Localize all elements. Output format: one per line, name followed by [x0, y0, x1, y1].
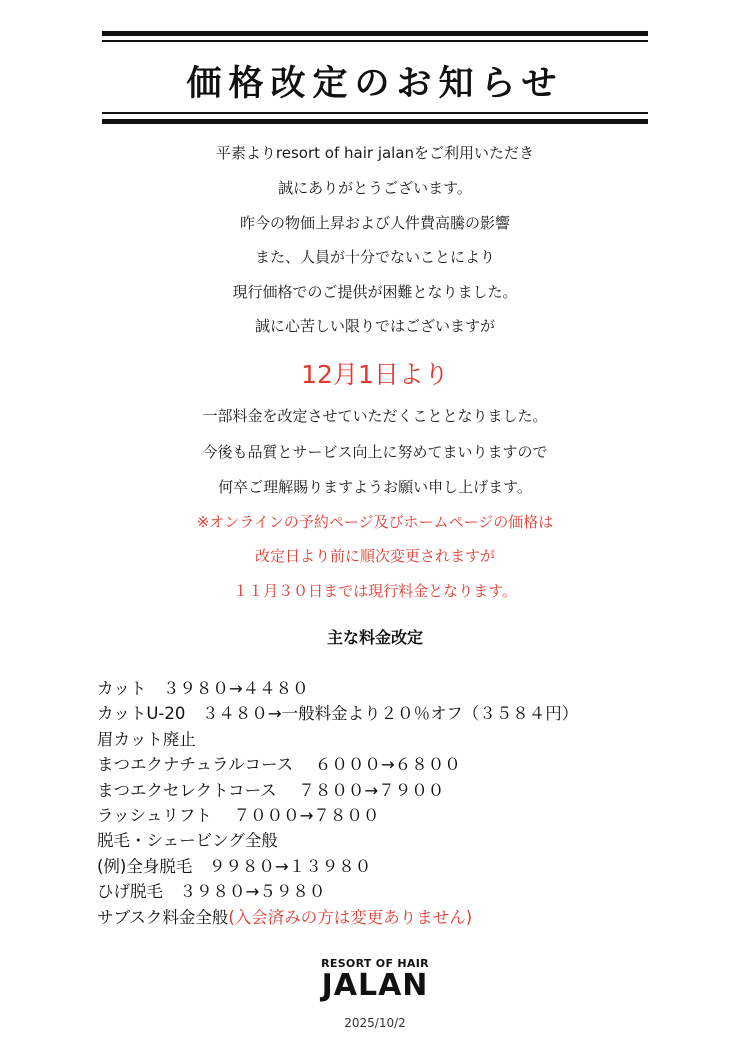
notice-line: 改定日より前に順次変更されますが: [254, 547, 495, 565]
price-item: [97, 803, 578, 828]
price-item-text: まつエクナチュラルコース ６０００→６８００: [97, 755, 461, 775]
price-item-text: カット ３９８０→４４８０: [97, 679, 309, 698]
price-item: [97, 854, 578, 879]
effective-date: 12月1日より: [301, 360, 449, 389]
body-line: 何卒ご理解賜りますようお願い申し上げます。: [218, 478, 532, 496]
price-item: [97, 752, 578, 777]
top-rule-thin: [102, 40, 648, 42]
price-list: [97, 676, 578, 930]
price-item-text: 眉カット廃止: [97, 729, 196, 749]
notice-line: １１月３０日までは現行料金となります。: [233, 582, 517, 600]
intro-line: 誠にありがとうございます。: [278, 179, 472, 197]
price-item-text: ひげ脱毛 ３９８０→５９８０: [97, 882, 326, 902]
bottom-rule-thin: [102, 112, 648, 114]
intro-line: 現行価格でのご提供が困難となりました。: [232, 283, 518, 301]
price-item: [97, 701, 578, 726]
intro-line: 誠に心苦しい限りではございますが: [254, 317, 495, 335]
brand-subtitle: RESORT OF HAIR: [321, 957, 429, 970]
body-line: 今後も品質とサービス向上に努めてまいりますので: [202, 443, 548, 461]
price-item-note: (入会済みの方は変更ありません): [228, 907, 473, 927]
price-item-text: ラッシュリフト ７０００→７８００: [97, 805, 380, 825]
price-section-heading: 主な料金改定: [326, 628, 423, 647]
intro-line: また、人員が十分でないことにより: [254, 248, 495, 266]
intro-line: 平素よりresort of hair jalanをご利用いただき: [215, 144, 535, 162]
price-item-text: まつエクセレクトコース ７８００→７９００: [97, 780, 445, 800]
footer-date: 2025/10/2: [344, 1016, 406, 1030]
page-title: 価格改定のお知らせ: [186, 64, 564, 104]
price-item-text: 脱毛・シェービング全般: [97, 831, 278, 851]
price-item: [97, 905, 578, 930]
price-item: [97, 879, 578, 904]
price-item-text: サブスク料金全般: [97, 907, 229, 927]
brand-logo-text: JALAN: [321, 968, 429, 1003]
price-item-text: カットU-20 ３４８０→一般料金より２０％オフ（３５８４円）: [97, 704, 579, 724]
bottom-rule-thick: [102, 119, 648, 124]
body-line: 一部料金を改定させていただくこととなりました。: [202, 407, 548, 425]
notice-line: ※オンラインの予約ページ及びホームページの価格は: [196, 513, 554, 531]
price-item: [97, 727, 578, 752]
intro-line: 昨今の物価上昇および人件費高騰の影響: [239, 214, 510, 232]
price-item: [97, 676, 578, 701]
price-item: [97, 778, 578, 803]
top-rule-thick: [102, 31, 648, 36]
price-item: [97, 828, 578, 853]
price-item-text: (例)全身脱毛 ９９８０→１３９８０: [97, 856, 372, 876]
